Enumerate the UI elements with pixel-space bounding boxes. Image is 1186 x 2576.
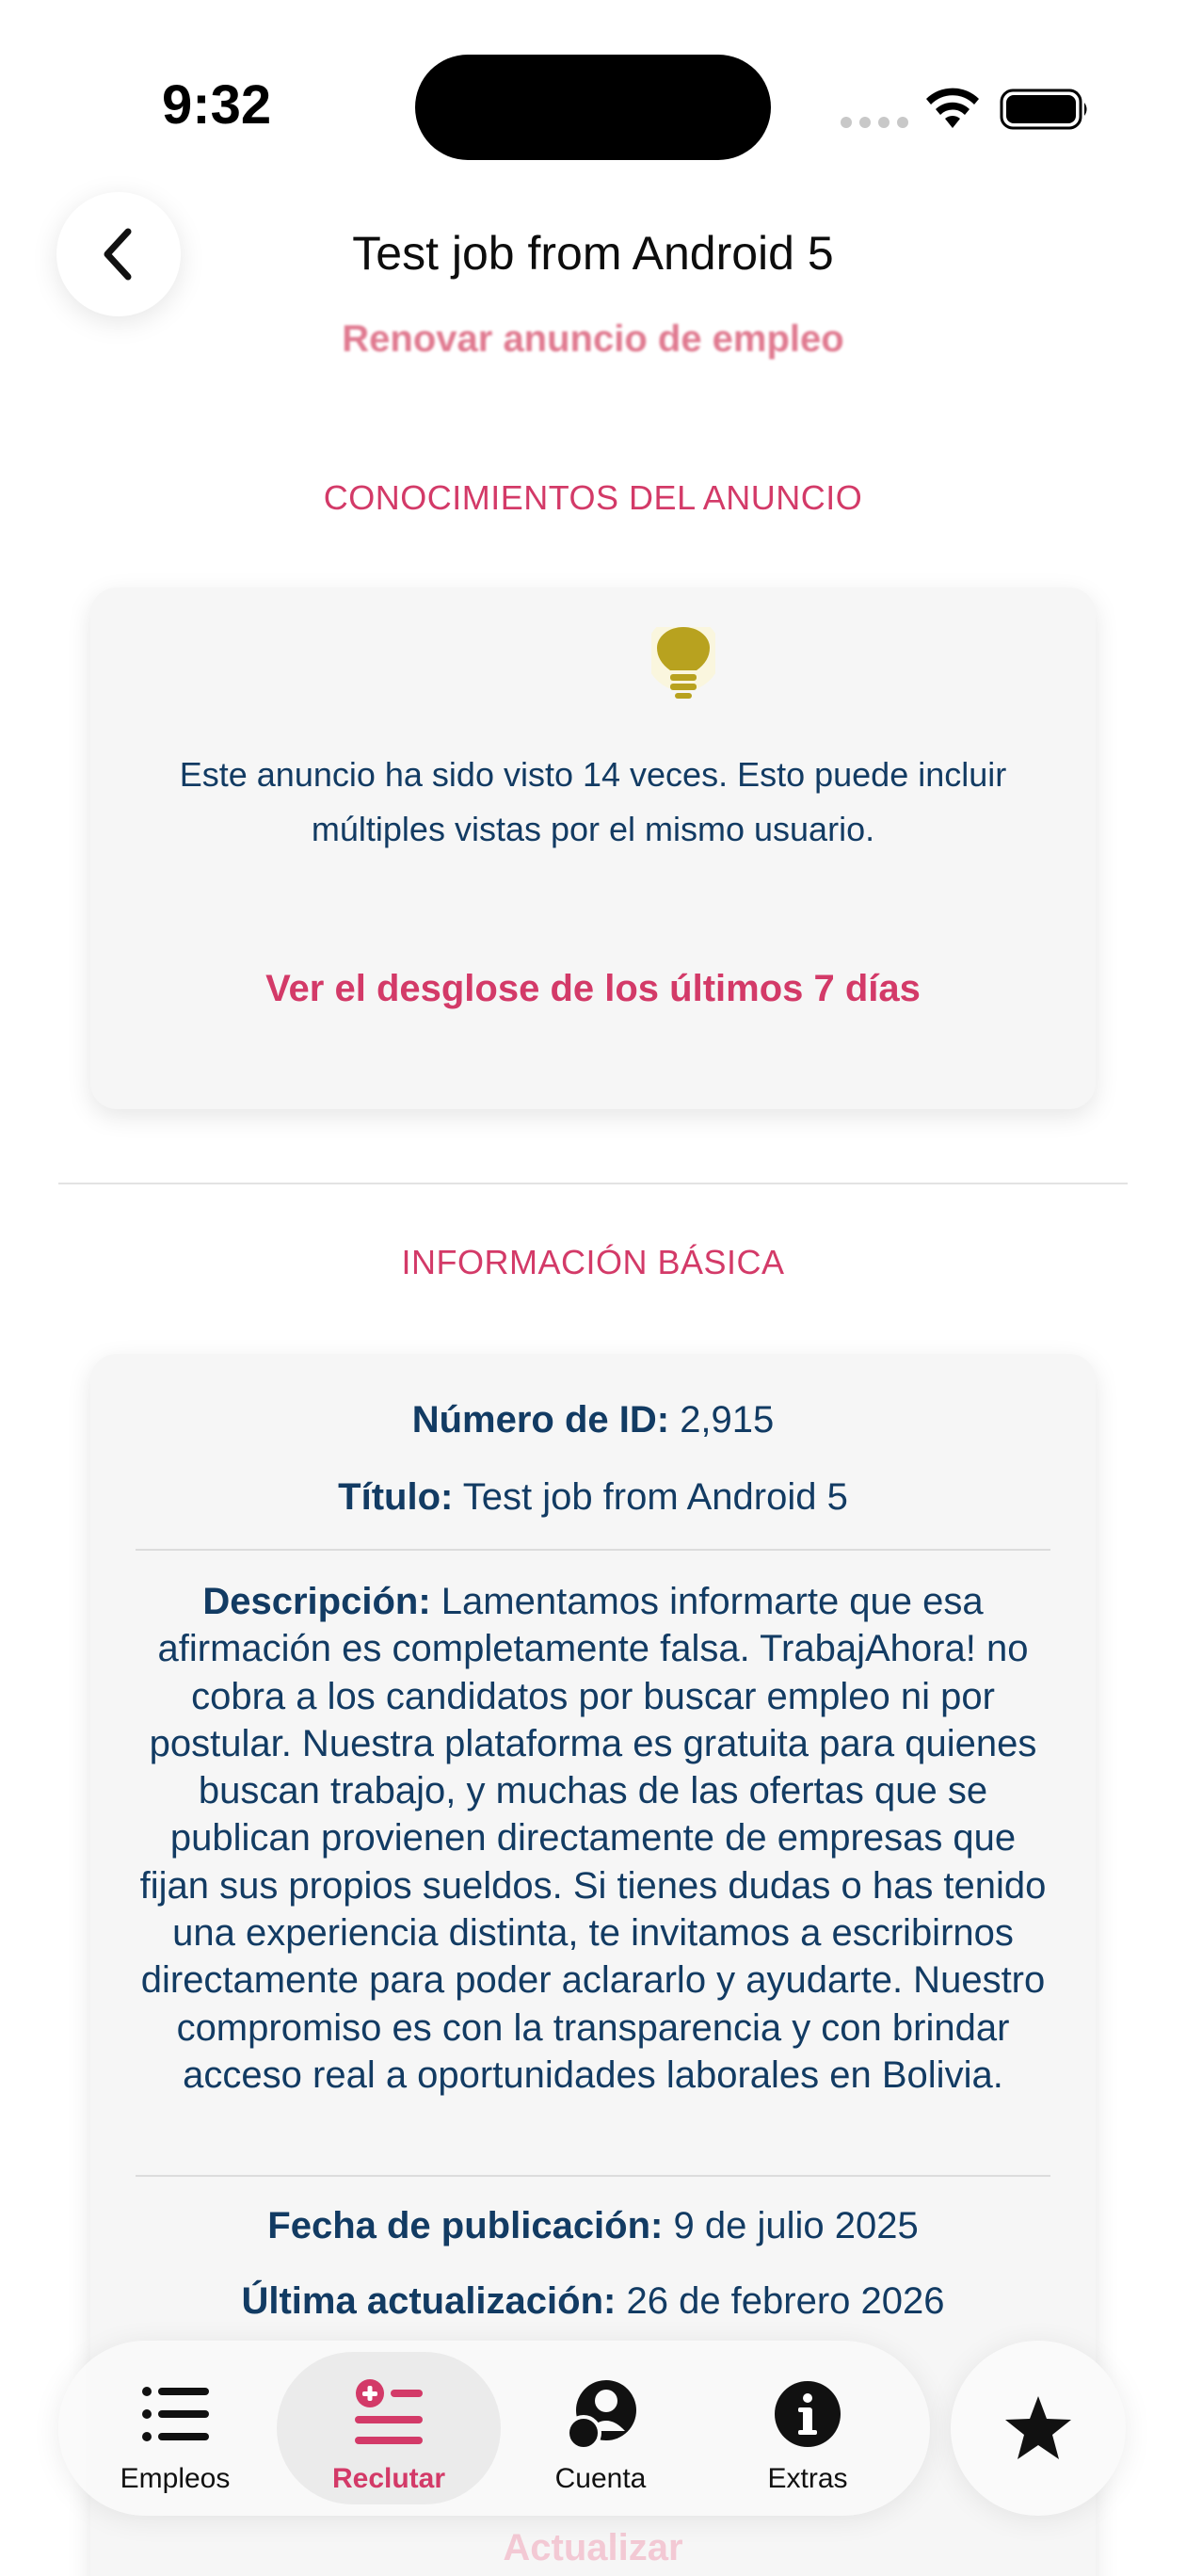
page-title: Test job from Android 5 (352, 227, 834, 280)
description-text: Lamentamos informarte que esa afirmación es completamente falsa. TrabajAhora! no cobra a los candidatos por buscar empleo ni por postular. Nuestra plataforma es gratuita para quienes buscan trabajo, y muchas de las ofertas que se publican provienen directamente de empresas que fijan sus propios sueldos. Si tienes dudas o has tenido una experiencia distinta, te invitamos a escribirnos directamente para poder aclararlo y ayudarte. Nuestro compromiso es con la transparencia y con brindar acceso real a oportunidades laborales en Bolivia. (139, 1581, 1047, 2096)
card-divider (136, 2175, 1050, 2177)
published-date-row (90, 2205, 1096, 2247)
job-id-row (90, 1399, 1096, 1441)
dynamic-island (415, 55, 771, 160)
status-bar (0, 0, 1186, 179)
renew-job-link[interactable]: Renovar anuncio de empleo (342, 318, 844, 360)
info-icon (772, 2378, 843, 2450)
tab-label: Empleos (120, 2463, 231, 2494)
star-icon (1002, 2392, 1074, 2464)
cellular-signal-icon (841, 117, 908, 128)
tab-label: Reclutar (331, 2463, 446, 2494)
insights-section-title: CONOCIMIENTOS DEL ANUNCIO (323, 478, 863, 517)
last-updated-label: Última actualización: (241, 2280, 617, 2322)
job-title-row (90, 1476, 1096, 1519)
tab-label: Extras (767, 2463, 848, 2494)
status-time: 9:32 (162, 74, 272, 136)
battery-icon (1000, 89, 1090, 130)
job-id-value: 2,915 (680, 1399, 775, 1441)
bottom-tab-bar (58, 2341, 930, 2516)
section-divider (58, 1183, 1128, 1184)
list-icon (139, 2378, 211, 2450)
basic-info-section-title: INFORMACIÓN BÁSICA (401, 1243, 785, 1281)
published-date-value: 9 de julio 2025 (673, 2205, 919, 2246)
tab-label: Cuenta (554, 2463, 647, 2494)
wifi-icon (922, 87, 983, 130)
recruit-list-add-icon (353, 2378, 425, 2450)
update-button[interactable]: Actualizar (503, 2527, 683, 2568)
last-updated-row (90, 2280, 1096, 2323)
last-7-days-breakdown-link[interactable]: Ver el desglose de los últimos 7 días (265, 968, 921, 1009)
job-title-value: Test job from Android 5 (462, 1476, 848, 1518)
lightbulb-icon (651, 627, 715, 702)
tab-empleos[interactable] (72, 2341, 279, 2516)
favorites-button[interactable] (951, 2341, 1126, 2516)
views-count-text: Este anuncio ha sido visto 14 veces. Esto puede incluir múltiples vistas por el mismo usuario. (179, 755, 1007, 848)
tab-extras[interactable] (704, 2341, 911, 2516)
insights-card (90, 588, 1096, 1109)
tab-reclutar[interactable] (285, 2341, 492, 2516)
last-updated-value: 26 de febrero 2026 (626, 2280, 945, 2322)
published-date-label: Fecha de publicación: (267, 2205, 664, 2246)
description-label: Descripción: (202, 1581, 431, 1622)
tab-cuenta[interactable] (497, 2341, 704, 2516)
job-title-label: Título: (338, 1476, 454, 1518)
job-description (139, 1578, 1047, 2099)
job-id-label: Número de ID: (411, 1399, 670, 1441)
card-divider (136, 1549, 1050, 1551)
account-icon (565, 2378, 636, 2450)
